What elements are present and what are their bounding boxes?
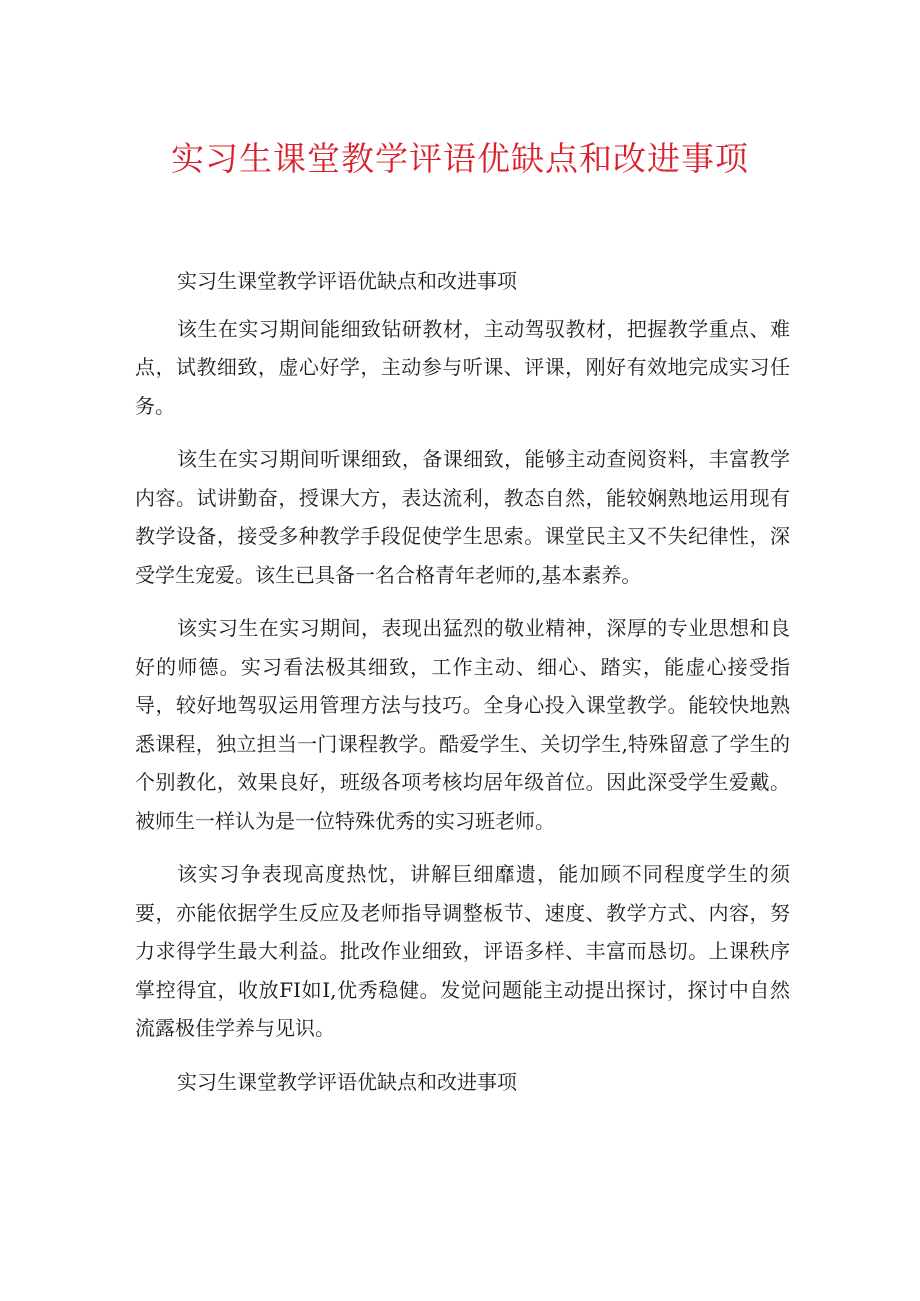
document-body [135,262,790,1101]
paragraph: 该生在实习期间听课细致，备课细致，能够主动查阅资料，丰富教学内容。试讲勤奋，授课大方，表达流利，教态自然，能较娴熟地运用现有教学设备，接受多种教学手段促使学生思索。课堂民主又不失纪律性，深受学生宠爱。该生已具备一名合格青年老师的,基本素养。 [135,447,790,587]
paragraph: 该实习生在实习期间，表现出猛烈的敬业精神，深厚的专业思想和良好的师德。实习看法极其细致，工作主动、细心、踏实，能虚心接受指导，较好地驾驭运用管理方法与技巧。全身心投入课堂教学。能较快地熟悉课程，独立担当一门课程教学。酷爱学生、关切学生,特殊留意了学生的个别教化，效果良好，班级各项考核均居年级首位。因此深受学生爱戴。被师生一样认为是一位特殊优秀的实习班老师。 [135,616,790,833]
document-title: 实习生课堂教学评语优缺点和改进事项 [171,139,749,178]
section-heading: 实习生课堂教学评语优缺点和改进事项 [177,269,517,293]
section-heading-repeat: 实习生课堂教学评语优缺点和改进事项 [177,1069,517,1094]
paragraph: 该实习争表现高度热忱，讲解巨细靡遗，能加顾不同程度学生的须要，亦能依据学生反应及老师指导调整板节、速度、教学方式、内容，努力求得学生最大利益。批改作业细致，评语多样、丰富而恳切。上课秩序掌控得宜，收放FI如I,优秀稳健。发觉问题能主动提出探讨，探讨中自然流露极佳学养与见识。 [135,862,790,1040]
paragraph: 该生在实习期间能细致钻研教材，主动驾驭教材，把握教学重点、难点，试教细致，虚心好学，主动参与听课、评课，刚好有效地完成实习任务。 [135,316,790,418]
